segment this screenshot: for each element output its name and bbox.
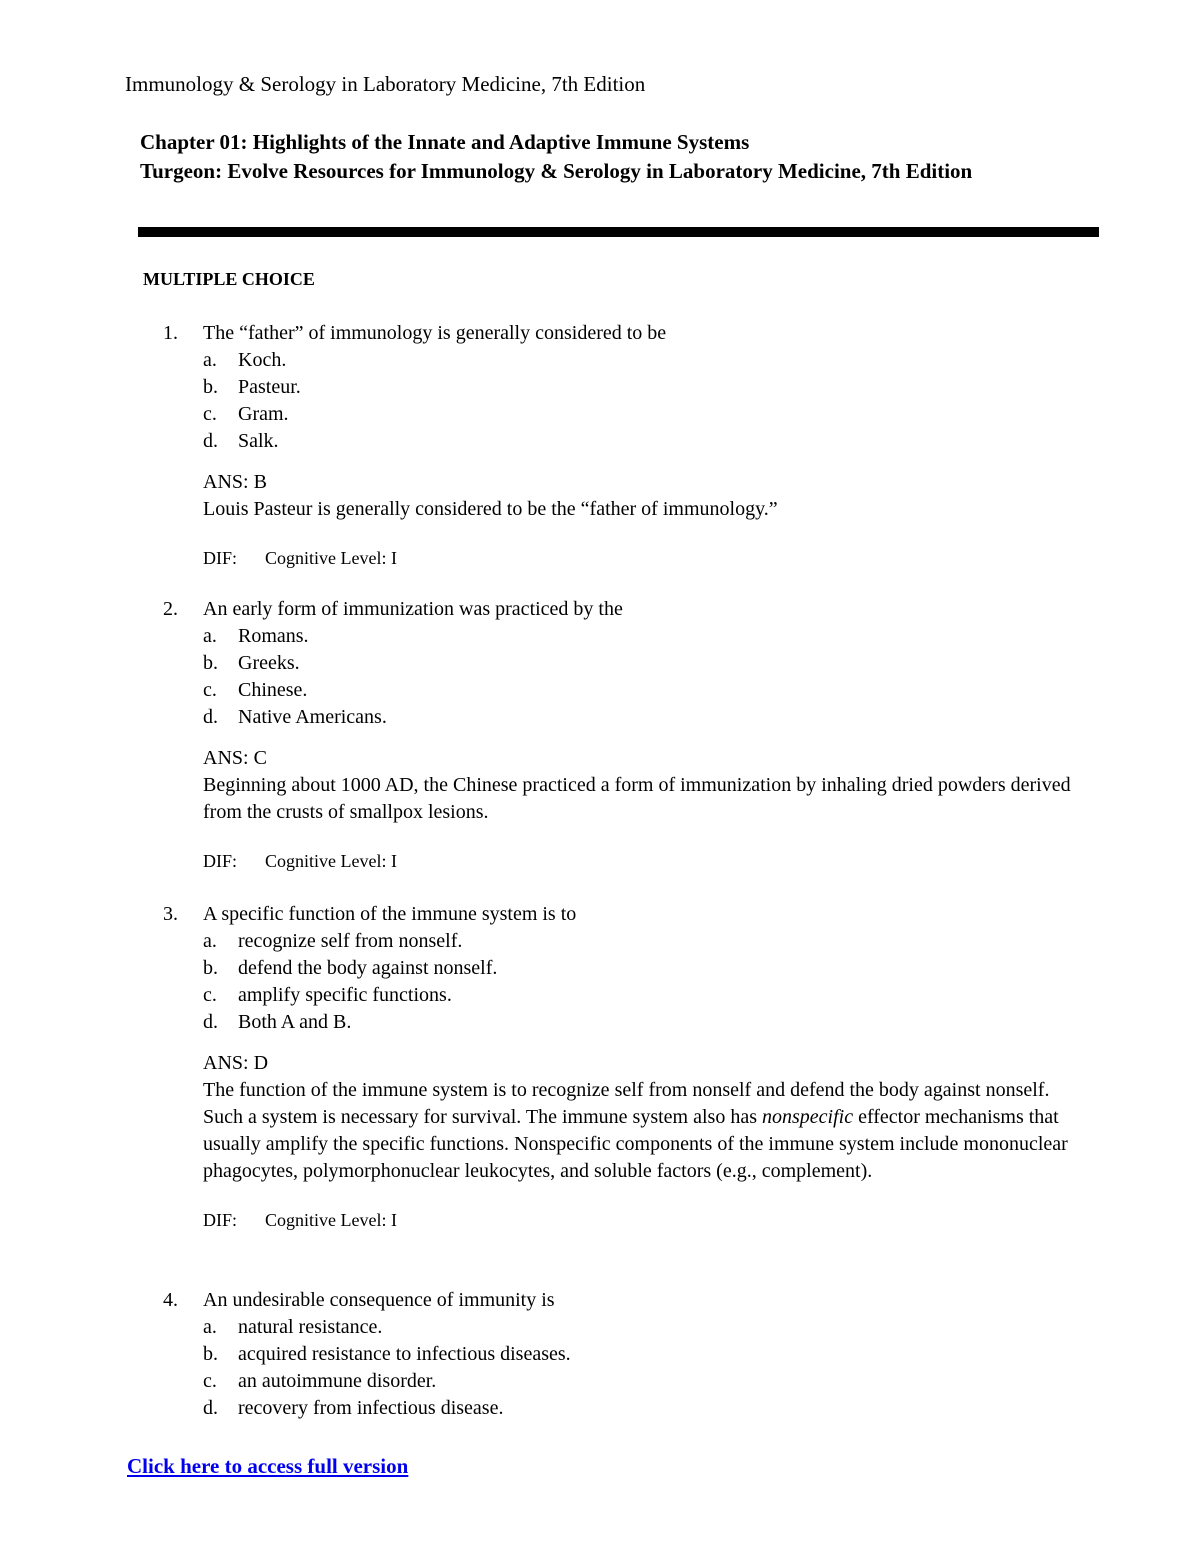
option-c [203,982,1093,1009]
question-4 [163,1287,1093,1422]
difficulty-line [203,848,1093,875]
difficulty-line [203,1207,1093,1234]
difficulty-value: Cognitive Level: I [265,548,397,568]
section-heading: MULTIPLE CHOICE [143,269,315,289]
option-a [203,1314,1093,1341]
option-text: acquired resistance to infectious diseases. [238,1343,571,1365]
option-letter: d. [203,1397,218,1419]
access-full-version-link[interactable]: Click here to access full version [127,1454,409,1478]
option-text: Chinese. [238,679,308,701]
option-letter: a. [203,625,217,647]
option-letter: c. [203,679,217,701]
option-text: natural resistance. [238,1316,383,1338]
option-text: Salk. [238,430,279,452]
explanation-emphasis: nonspecific [761,1106,854,1128]
option-text: Both A and B. [238,1011,352,1033]
option-c [203,401,1093,428]
question-2 [163,596,1093,875]
option-text: Pasteur. [238,376,301,398]
option-letter: a. [203,930,217,952]
option-text: Gram. [238,403,289,425]
option-letter: b. [203,1343,218,1365]
options-list [203,928,1093,1036]
answer-explanation: Beginning about 1000 AD, the Chinese practiced a form of immunization by inhaling dried powders derived from the crusts of smallpox lesions. [203,774,1071,823]
difficulty-label: DIF: [203,548,238,568]
book-title: Immunology & Serology in Laboratory Medicine, 7th Edition [125,72,646,96]
option-text: Koch. [238,349,287,371]
chapter-header [140,128,1100,186]
explanation-text: effector mechanisms that usually amplify the specific functions. Nonspecific components of the immune system include mononuclear phagocytes, polymorphonuclear leukocytes, and soluble factors (e.g., complement). [203,1106,1068,1182]
question-text: An early form of immunization was practiced by the [203,598,623,620]
question-number: 1. [163,322,178,344]
difficulty-line [203,545,1093,572]
option-b [203,374,1093,401]
question-stem [163,901,1093,928]
option-d [203,1395,1093,1422]
options-list [203,347,1093,455]
answer-key: ANS: B [203,471,267,493]
explanation-text: The function of the immune system is to recognize self from nonself and defend the body against nonself. Such a system is necessary for survival. The immune system also has [203,1079,1050,1128]
question-1 [163,320,1093,572]
question-3 [163,901,1093,1234]
option-letter: d. [203,430,218,452]
difficulty-label: DIF: [203,1210,238,1230]
option-letter: d. [203,706,218,728]
answer-key: ANS: C [203,747,267,769]
option-text: Greeks. [238,652,300,674]
option-text: Native Americans. [238,706,387,728]
option-text: recovery from infectious disease. [238,1397,504,1419]
answer-key: ANS: D [203,1052,269,1074]
option-a [203,347,1093,374]
option-letter: d. [203,1011,218,1033]
difficulty-value: Cognitive Level: I [265,1210,397,1230]
difficulty-value: Cognitive Level: I [265,851,397,871]
question-stem [163,320,1093,347]
option-text: Romans. [238,625,309,647]
option-a [203,928,1093,955]
answer-explanation [203,1077,1093,1185]
option-letter: b. [203,376,218,398]
question-stem [163,1287,1093,1314]
option-letter: c. [203,1370,217,1392]
option-letter: b. [203,957,218,979]
options-list [203,623,1093,731]
option-text: an autoimmune disorder. [238,1370,437,1392]
option-d [203,704,1093,731]
option-letter: b. [203,652,218,674]
option-letter: a. [203,1316,217,1338]
question-text: An undesirable consequence of immunity is [203,1289,555,1311]
option-letter: a. [203,349,217,371]
option-letter: c. [203,403,217,425]
question-number: 4. [163,1289,178,1311]
option-c [203,1368,1093,1395]
question-text: A specific function of the immune system is to [203,903,577,925]
chapter-subtitle: Turgeon: Evolve Resources for Immunology & Serology in Laboratory Medicine, 7th Edition [140,159,973,183]
heading-divider [138,227,1099,237]
difficulty-label: DIF: [203,851,238,871]
question-stem [163,596,1093,623]
question-text: The “father” of immunology is generally considered to be [203,322,667,344]
option-text: amplify specific functions. [238,984,452,1006]
option-a [203,623,1093,650]
option-c [203,677,1093,704]
option-text: recognize self from nonself. [238,930,463,952]
chapter-title: Chapter 01: Highlights of the Innate and Adaptive Immune Systems [140,130,750,154]
question-number: 3. [163,903,178,925]
option-b [203,650,1093,677]
option-b [203,1341,1093,1368]
option-letter: c. [203,984,217,1006]
option-d [203,1009,1093,1036]
option-text: defend the body against nonself. [238,957,498,979]
options-list [203,1314,1093,1422]
option-d [203,428,1093,455]
option-b [203,955,1093,982]
question-number: 2. [163,598,178,620]
answer-explanation: Louis Pasteur is generally considered to be the “father of immunology.” [203,498,778,520]
